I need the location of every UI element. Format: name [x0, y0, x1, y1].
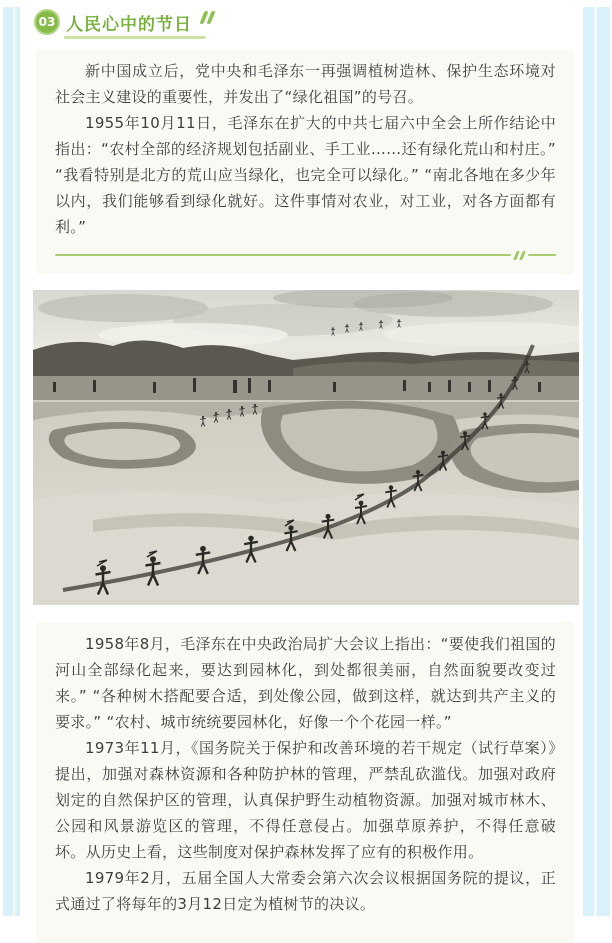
- divider-line: [55, 254, 511, 256]
- historical-photo-illustration: [33, 290, 579, 605]
- section-header: [34, 7, 576, 37]
- content-card-2: [36, 622, 574, 943]
- title-underline: [64, 36, 206, 39]
- historical-photo: [33, 290, 579, 605]
- paragraph: 1955年10月11日，毛泽东在扩大的中共七届六中全会上所作结论中指出：“农村全部的经济规划包括副业、手工业……还有绿化荒山和村庄。” “我看特别是北方的荒山应当绿化，也完全可以绿化。” “南北各地在多少年以内，我们能够看到绿化就好。这件事情对农业，对工业，对各方面都有利。”: [55, 114, 556, 236]
- quote-slashes-icon: [202, 11, 213, 24]
- divider-line: [528, 254, 556, 256]
- content-card-1: [36, 49, 574, 274]
- section-title: 人民心中的节日: [66, 14, 192, 35]
- quote-end-divider: [55, 248, 556, 262]
- paragraph: 1973年11月，《国务院关于保护和改善环境的若干规定（试行草案）》提出，加强对森林资源和各种防护林的管理，严禁乱砍滥伐。加强对政府划定的自然保护区的管理，认真保护野生动植物资源。加强对城市林木、公园和风景游览区的管理，不得任意侵占。加强草原养护，不得任意破坏。从历史上看，这些制度对保护森林发挥了应有的积极作用。: [55, 739, 556, 861]
- page-side-border-right: [583, 7, 610, 916]
- quote-slashes-icon: [515, 251, 524, 260]
- section-number-badge: 03: [34, 9, 60, 35]
- paragraph: 1958年8月，毛泽东在中央政治局扩大会议上指出：“要使我们祖国的河山全部绿化起来，要达到园林化，到处都很美丽，自然面貌要改变过来。” “各种树木搭配要合适，到处像公园，做到这样，就达到共产主义的要求。” “农村、城市统统要园林化，好像一个个花园一样。”: [55, 635, 556, 731]
- paragraph: 1979年2月，五届全国人大常委会第六次会议根据国务院的提议，正式通过了将每年的3月12日定为植树节的决议。: [55, 869, 556, 913]
- page-side-border-left: [3, 7, 20, 916]
- paragraph: 新中国成立后，党中央和毛泽东一再强调植树造林、保护生态环境对社会主义建设的重要性，并发出了“绿化祖国”的号召。: [55, 62, 556, 106]
